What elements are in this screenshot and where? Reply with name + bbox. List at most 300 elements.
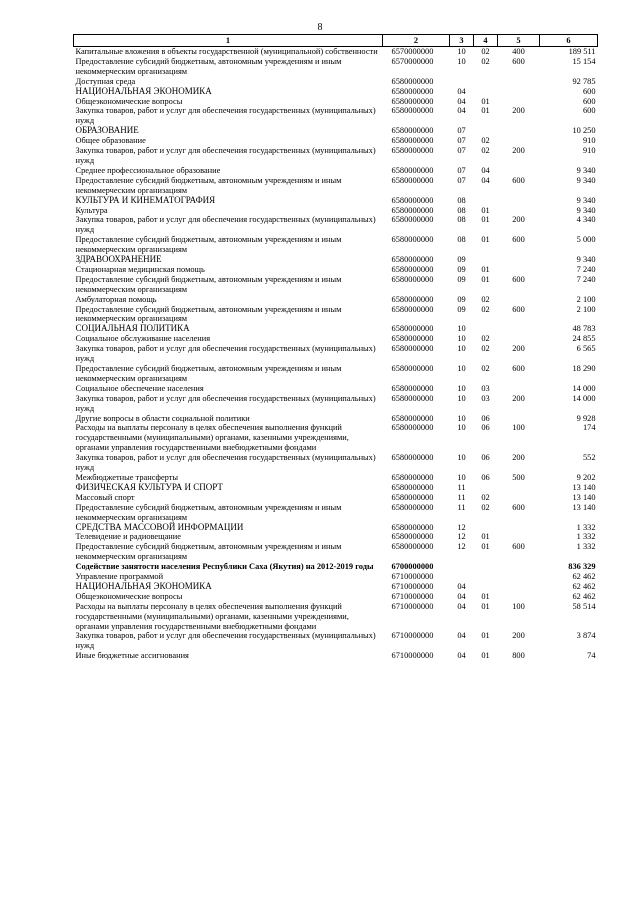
row-amount: 9 340 <box>576 165 596 175</box>
table-row <box>74 503 598 523</box>
row-name: НАЦИОНАЛЬНАЯ ЭКОНОМИКА <box>75 580 212 591</box>
row-expense-type: 600 <box>512 502 525 512</box>
row-expense-type: 400 <box>512 47 525 56</box>
row-section-code: 09 <box>457 264 466 274</box>
header-col-1: 1 <box>74 35 383 47</box>
header-col-2: 2 <box>383 35 450 47</box>
row-subsection-code: 02 <box>481 364 490 373</box>
row-code: 6580000000 <box>391 86 434 96</box>
row-amount: 910 <box>582 136 596 146</box>
row-subsection-code: 02 <box>481 502 490 512</box>
row-name: Другие вопросы в области социальной политики <box>75 413 250 423</box>
row-expense-type: 600 <box>512 542 525 552</box>
row-amount: 910 <box>582 146 596 156</box>
row-subsection-code: 03 <box>481 393 490 403</box>
row-amount: 1 332 <box>576 542 596 552</box>
row-expense-type <box>498 384 540 394</box>
row-code: 6710000000 <box>391 572 434 582</box>
row-expense-type: 600 <box>512 175 525 185</box>
header-col-6: 6 <box>540 35 598 47</box>
row-expense-type <box>498 255 540 265</box>
row-section-code: 10 <box>457 423 466 433</box>
row-section-code: 04 <box>457 96 466 106</box>
row-subsection-code: 02 <box>481 146 490 156</box>
table-row <box>74 265 598 275</box>
row-code: 6580000000 <box>391 383 434 393</box>
table-row <box>74 631 598 651</box>
row-subsection-code <box>474 87 498 97</box>
row-amount: 14 000 <box>572 393 596 403</box>
row-section-code: 11 <box>457 502 466 512</box>
row-section-code: 07 <box>457 126 466 136</box>
row-code: 6580000000 <box>391 324 434 334</box>
row-amount: 10 250 <box>572 126 596 136</box>
row-code: 6580000000 <box>391 205 434 215</box>
row-amount: 5 000 <box>576 235 596 245</box>
table-row <box>74 364 598 384</box>
row-name: Культура <box>75 205 108 215</box>
row-amount: 9 340 <box>576 195 596 205</box>
row-amount: 18 290 <box>572 364 596 373</box>
row-section-code <box>450 77 474 87</box>
table-row <box>74 493 598 503</box>
table-row <box>74 483 598 493</box>
row-section-code: 04 <box>457 591 466 601</box>
row-name: Массовый спорт <box>75 492 135 502</box>
row-expense-type: 200 <box>512 453 525 463</box>
row-amount: 600 <box>582 86 596 96</box>
row-code: 6580000000 <box>391 175 434 185</box>
row-amount: 600 <box>582 96 596 106</box>
header-col-3: 3 <box>450 35 474 47</box>
row-expense-type <box>498 206 540 216</box>
row-section-code: 07 <box>457 175 466 185</box>
row-expense-type <box>498 295 540 305</box>
row-subsection-code <box>474 572 498 582</box>
row-amount: 58 514 <box>572 601 596 611</box>
row-amount: 13 140 <box>572 492 596 502</box>
row-code: 6580000000 <box>391 502 434 512</box>
table-row <box>74 57 598 77</box>
row-amount: 15 154 <box>572 56 596 66</box>
row-name: Социальное обеспечение населения <box>75 383 204 393</box>
row-amount: 174 <box>582 423 596 433</box>
table-row <box>74 196 598 206</box>
row-subsection-code: 06 <box>481 472 490 482</box>
row-code: 6710000000 <box>391 581 434 591</box>
row-code: 6580000000 <box>391 393 434 403</box>
row-code: 6580000000 <box>391 126 434 136</box>
table-row <box>74 344 598 364</box>
row-expense-type: 100 <box>512 601 525 611</box>
table-header-row <box>74 35 598 47</box>
row-expense-type <box>498 77 540 87</box>
row-name: Управление программой <box>75 572 164 582</box>
row-subsection-code: 04 <box>481 165 490 175</box>
row-expense-type <box>498 324 540 334</box>
row-amount: 9 928 <box>576 413 596 423</box>
row-expense-type: 600 <box>512 364 525 373</box>
row-code: 6580000000 <box>391 364 434 373</box>
row-amount: 14 000 <box>572 383 596 393</box>
row-section-code: 10 <box>457 56 466 66</box>
row-subsection-code: 02 <box>481 47 490 56</box>
row-section-code <box>450 562 474 572</box>
table-row <box>74 414 598 424</box>
table-row <box>74 235 598 255</box>
row-subsection-code <box>474 523 498 533</box>
row-code: 6580000000 <box>391 482 434 492</box>
row-name: Предоставление субсидий бюджетным, автономным учреждениям и иным некоммерческим организациям <box>75 175 342 195</box>
table-body <box>74 47 598 662</box>
row-amount: 4 340 <box>576 215 596 225</box>
row-subsection-code: 02 <box>481 344 490 354</box>
row-name: Доступная среда <box>75 76 136 86</box>
table-row <box>74 394 598 414</box>
row-expense-type: 200 <box>512 215 525 225</box>
row-code: 6580000000 <box>391 264 434 274</box>
table-row <box>74 523 598 533</box>
row-section-code: 09 <box>457 294 466 304</box>
row-expense-type: 600 <box>512 304 525 314</box>
row-expense-type <box>498 196 540 206</box>
row-section-code: 10 <box>457 413 466 423</box>
table-row <box>74 384 598 394</box>
row-code: 6580000000 <box>391 215 434 225</box>
row-expense-type <box>498 562 540 572</box>
row-expense-type <box>498 334 540 344</box>
row-code: 6580000000 <box>391 274 434 284</box>
row-amount: 74 <box>587 651 596 661</box>
row-amount: 24 855 <box>572 334 596 344</box>
row-subsection-code: 01 <box>481 264 490 274</box>
row-section-code: 09 <box>457 304 466 314</box>
row-expense-type: 200 <box>512 344 525 354</box>
row-expense-type: 200 <box>512 146 525 156</box>
row-code: 6710000000 <box>391 631 434 641</box>
row-section-code: 08 <box>457 195 466 205</box>
row-amount: 2 100 <box>576 294 596 304</box>
table-row <box>74 453 598 473</box>
row-section-code: 08 <box>457 235 466 245</box>
row-subsection-code <box>474 324 498 334</box>
row-amount: 62 462 <box>572 572 596 582</box>
budget-table <box>73 34 598 661</box>
row-section-code: 10 <box>457 453 466 463</box>
row-subsection-code <box>474 196 498 206</box>
row-code: 6580000000 <box>391 255 434 265</box>
table-row <box>74 651 598 661</box>
row-code: 6580000000 <box>391 344 434 354</box>
row-expense-type <box>498 97 540 107</box>
row-code: 6710000000 <box>391 651 434 661</box>
row-name: ЗДРАВООХРАНЕНИЕ <box>75 254 162 265</box>
row-name: СРЕДСТВА МАССОВОЙ ИНФОРМАЦИИ <box>75 521 244 532</box>
row-subsection-code <box>474 562 498 572</box>
row-amount: 2 100 <box>576 304 596 314</box>
row-name: Закупка товаров, работ и услуг для обеспечения государственных (муниципальных) нужд <box>75 631 376 651</box>
row-amount: 62 462 <box>572 591 596 601</box>
row-expense-type <box>498 572 540 582</box>
row-name: Капитальные вложения в объекты государственной (муниципальной) собственности <box>75 47 378 56</box>
row-subsection-code: 01 <box>481 106 490 116</box>
row-code: 6710000000 <box>391 601 434 611</box>
table-row <box>74 532 598 542</box>
row-amount: 48 783 <box>572 324 596 334</box>
row-code: 6580000000 <box>391 472 434 482</box>
row-expense-type <box>498 592 540 602</box>
row-section-code: 08 <box>457 205 466 215</box>
table-row <box>74 423 598 453</box>
table-row <box>74 295 598 305</box>
header-col-5: 5 <box>498 35 540 47</box>
row-name: Общеэкономические вопросы <box>75 591 183 601</box>
row-expense-type <box>498 87 540 97</box>
row-subsection-code <box>474 255 498 265</box>
row-subsection-code <box>474 126 498 136</box>
row-section-code: 09 <box>457 255 466 265</box>
row-subsection-code: 03 <box>481 383 490 393</box>
table-row <box>74 324 598 334</box>
row-amount: 9 340 <box>576 205 596 215</box>
row-section-code: 04 <box>457 581 466 591</box>
table-row <box>74 255 598 265</box>
row-amount: 9 202 <box>576 472 596 482</box>
row-subsection-code: 04 <box>481 175 490 185</box>
row-section-code: 12 <box>457 522 466 532</box>
table-row <box>74 215 598 235</box>
row-expense-type <box>498 126 540 136</box>
row-amount: 600 <box>582 106 596 116</box>
row-name: ОБРАЗОВАНИЕ <box>75 125 139 136</box>
row-amount: 13 140 <box>572 502 596 512</box>
row-expense-type <box>498 166 540 176</box>
table-row <box>74 602 598 632</box>
row-name: Стационарная медицинская помощь <box>75 264 205 274</box>
table-row <box>74 562 598 572</box>
row-code: 6580000000 <box>391 235 434 245</box>
row-subsection-code: 02 <box>481 334 490 344</box>
row-subsection-code: 02 <box>481 56 490 66</box>
table-row <box>74 582 598 592</box>
table-row <box>74 275 598 295</box>
row-section-code: 08 <box>457 215 466 225</box>
row-name: Закупка товаров, работ и услуг для обеспечения государственных (муниципальных) нужд <box>75 393 376 413</box>
table-row <box>74 87 598 97</box>
row-amount: 7 240 <box>576 274 596 284</box>
row-name: Закупка товаров, работ и услуг для обеспечения государственных (муниципальных) нужд <box>75 215 376 235</box>
row-subsection-code: 06 <box>481 423 490 433</box>
row-subsection-code: 02 <box>481 294 490 304</box>
row-section-code: 10 <box>457 364 466 373</box>
row-section-code: 07 <box>457 136 466 146</box>
row-name: Межбюджетные трансферты <box>75 472 179 482</box>
row-section-code: 04 <box>457 106 466 116</box>
row-subsection-code: 01 <box>481 591 490 601</box>
row-name: Предоставление субсидий бюджетным, автономным учреждениям и иным некоммерческим организациям <box>75 274 342 294</box>
row-code: 6580000000 <box>391 542 434 552</box>
row-subsection-code: 01 <box>481 215 490 225</box>
table-row <box>74 47 598 57</box>
row-section-code: 11 <box>457 492 466 502</box>
row-name: НАЦИОНАЛЬНАЯ ЭКОНОМИКА <box>75 85 212 96</box>
row-subsection-code <box>474 77 498 87</box>
table-row <box>74 126 598 136</box>
row-subsection-code: 01 <box>481 274 490 284</box>
row-code: 6580000000 <box>391 413 434 423</box>
row-name: ФИЗИЧЕСКАЯ КУЛЬТУРА И СПОРТ <box>75 481 223 492</box>
row-subsection-code: 06 <box>481 413 490 423</box>
row-amount: 7 240 <box>576 264 596 274</box>
row-name: Закупка товаров, работ и услуг для обеспечения государственных (муниципальных) нужд <box>75 146 376 165</box>
row-name: Предоставление субсидий бюджетным, автономным учреждениям и иным некоммерческим организациям <box>75 235 342 255</box>
table-row <box>74 136 598 146</box>
table-row <box>74 166 598 176</box>
row-subsection-code: 01 <box>481 601 490 611</box>
row-code: 6700000000 <box>391 562 434 572</box>
row-code: 6580000000 <box>391 334 434 344</box>
row-name: Закупка товаров, работ и услуг для обеспечения государственных (муниципальных) нужд <box>75 344 376 364</box>
table-row <box>74 305 598 325</box>
table-row <box>74 176 598 196</box>
row-amount: 13 140 <box>572 482 596 492</box>
row-section-code: 04 <box>457 651 466 661</box>
row-expense-type <box>498 532 540 542</box>
row-section-code: 04 <box>457 86 466 96</box>
row-name: Амбулаторная помощь <box>75 294 157 304</box>
row-amount: 92 785 <box>572 76 596 86</box>
row-expense-type: 600 <box>512 235 525 245</box>
row-name: Расходы на выплаты персоналу в целях обеспечения выполнения функций государственными (муниципальными) органами, казенными учреждениями, органами управления государственными внебюджетными фондами <box>75 423 349 453</box>
row-name: Предоставление субсидий бюджетным, автономным учреждениям и иным некоммерческим организациям <box>75 364 342 383</box>
row-code: 6580000000 <box>391 294 434 304</box>
row-code: 6580000000 <box>391 106 434 116</box>
row-code: 6580000000 <box>391 146 434 156</box>
row-code: 6580000000 <box>391 492 434 502</box>
row-code: 6580000000 <box>391 165 434 175</box>
row-subsection-code: 06 <box>481 453 490 463</box>
row-expense-type <box>498 493 540 503</box>
row-name: Социальное обслуживание населения <box>75 334 211 344</box>
row-expense-type <box>498 483 540 493</box>
row-subsection-code: 01 <box>481 96 490 106</box>
row-code: 6580000000 <box>391 304 434 314</box>
row-section-code: 10 <box>457 393 466 403</box>
row-section-code: 10 <box>457 47 466 56</box>
row-subsection-code: 01 <box>481 532 490 542</box>
table-row <box>74 146 598 166</box>
row-expense-type: 100 <box>512 423 525 433</box>
row-name: Телевидение и радиовещание <box>75 532 181 542</box>
row-expense-type: 200 <box>512 393 525 403</box>
row-subsection-code: 02 <box>481 136 490 146</box>
row-section-code: 12 <box>457 542 466 552</box>
row-code: 6580000000 <box>391 453 434 463</box>
row-amount: 6 565 <box>576 344 596 354</box>
row-subsection-code: 02 <box>481 492 490 502</box>
row-subsection-code: 01 <box>481 205 490 215</box>
table-row <box>74 106 598 126</box>
row-section-code: 10 <box>457 383 466 393</box>
row-section-code: 07 <box>457 165 466 175</box>
row-subsection-code: 01 <box>481 235 490 245</box>
row-name: КУЛЬТУРА И КИНЕМАТОГРАФИЯ <box>75 194 216 205</box>
row-code: 6580000000 <box>391 76 434 86</box>
row-amount: 9 340 <box>576 255 596 265</box>
row-subsection-code: 01 <box>481 542 490 552</box>
row-name: Предоставление субсидий бюджетным, автономным учреждениям и иным некоммерческим организациям <box>75 502 342 522</box>
row-code: 6580000000 <box>391 423 434 433</box>
row-section-code: 10 <box>457 324 466 334</box>
row-subsection-code <box>474 483 498 493</box>
row-expense-type <box>498 265 540 275</box>
row-section-code: 09 <box>457 274 466 284</box>
row-expense-type <box>498 523 540 533</box>
row-code: 6580000000 <box>391 532 434 542</box>
row-code: 6580000000 <box>391 96 434 106</box>
row-amount: 62 462 <box>572 581 596 591</box>
row-name: Содействие занятости населения Республики Саха (Якутия) на 2012-2019 годы <box>75 562 374 572</box>
row-amount: 836 329 <box>568 562 596 572</box>
row-name: Предоставление субсидий бюджетным, автономным учреждениям и иным некоммерческим организациям <box>75 542 342 562</box>
row-amount: 552 <box>582 453 596 463</box>
row-name: Закупка товаров, работ и услуг для обеспечения государственных (муниципальных) нужд <box>75 453 376 473</box>
row-code: 6710000000 <box>391 591 434 601</box>
row-expense-type <box>498 136 540 146</box>
row-section-code: 04 <box>457 631 466 641</box>
row-section-code: 12 <box>457 532 466 542</box>
row-name: Предоставление субсидий бюджетным, автономным учреждениям и иным некоммерческим организациям <box>75 56 342 76</box>
row-name: Общее образование <box>75 136 146 146</box>
table-row <box>74 97 598 107</box>
row-subsection-code <box>474 582 498 592</box>
row-expense-type: 200 <box>512 106 525 116</box>
row-section-code <box>450 572 474 582</box>
row-section-code: 10 <box>457 472 466 482</box>
row-amount: 189 511 <box>568 47 596 56</box>
row-amount: 9 340 <box>576 175 596 185</box>
row-code: 6580000000 <box>391 136 434 146</box>
page-number: 8 <box>317 22 323 33</box>
row-name: Иные бюджетные ассигнования <box>75 651 189 661</box>
row-expense-type: 500 <box>512 472 525 482</box>
row-name: Расходы на выплаты персоналу в целях обеспечения выполнения функций государственными (муниципальными) органами, казенными учреждениями, органами управления государственными внебюджетными фондами <box>75 601 349 631</box>
row-section-code: 04 <box>457 601 466 611</box>
row-amount: 1 332 <box>576 522 596 532</box>
row-subsection-code: 02 <box>481 304 490 314</box>
row-name: СОЦИАЛЬНАЯ ПОЛИТИКА <box>75 323 190 334</box>
row-amount: 3 874 <box>576 631 596 641</box>
row-code: 6570000000 <box>391 56 434 66</box>
row-expense-type: 800 <box>512 651 525 661</box>
row-code: 6580000000 <box>391 195 434 205</box>
row-name: Общеэкономические вопросы <box>75 96 183 106</box>
row-expense-type: 600 <box>512 274 525 284</box>
row-expense-type <box>498 582 540 592</box>
row-subsection-code: 01 <box>481 651 490 661</box>
header-col-4: 4 <box>474 35 498 47</box>
table-row <box>74 542 598 562</box>
row-section-code: 10 <box>457 334 466 344</box>
row-name: Среднее профессиональное образование <box>75 165 221 175</box>
row-name: Закупка товаров, работ и услуг для обеспечения государственных (муниципальных) нужд <box>75 106 376 126</box>
row-expense-type: 200 <box>512 631 525 641</box>
row-name: Предоставление субсидий бюджетным, автономным учреждениям и иным некоммерческим организациям <box>75 304 342 324</box>
row-section-code: 10 <box>457 344 466 354</box>
table-row <box>74 206 598 216</box>
table-row <box>74 592 598 602</box>
row-section-code: 07 <box>457 146 466 156</box>
